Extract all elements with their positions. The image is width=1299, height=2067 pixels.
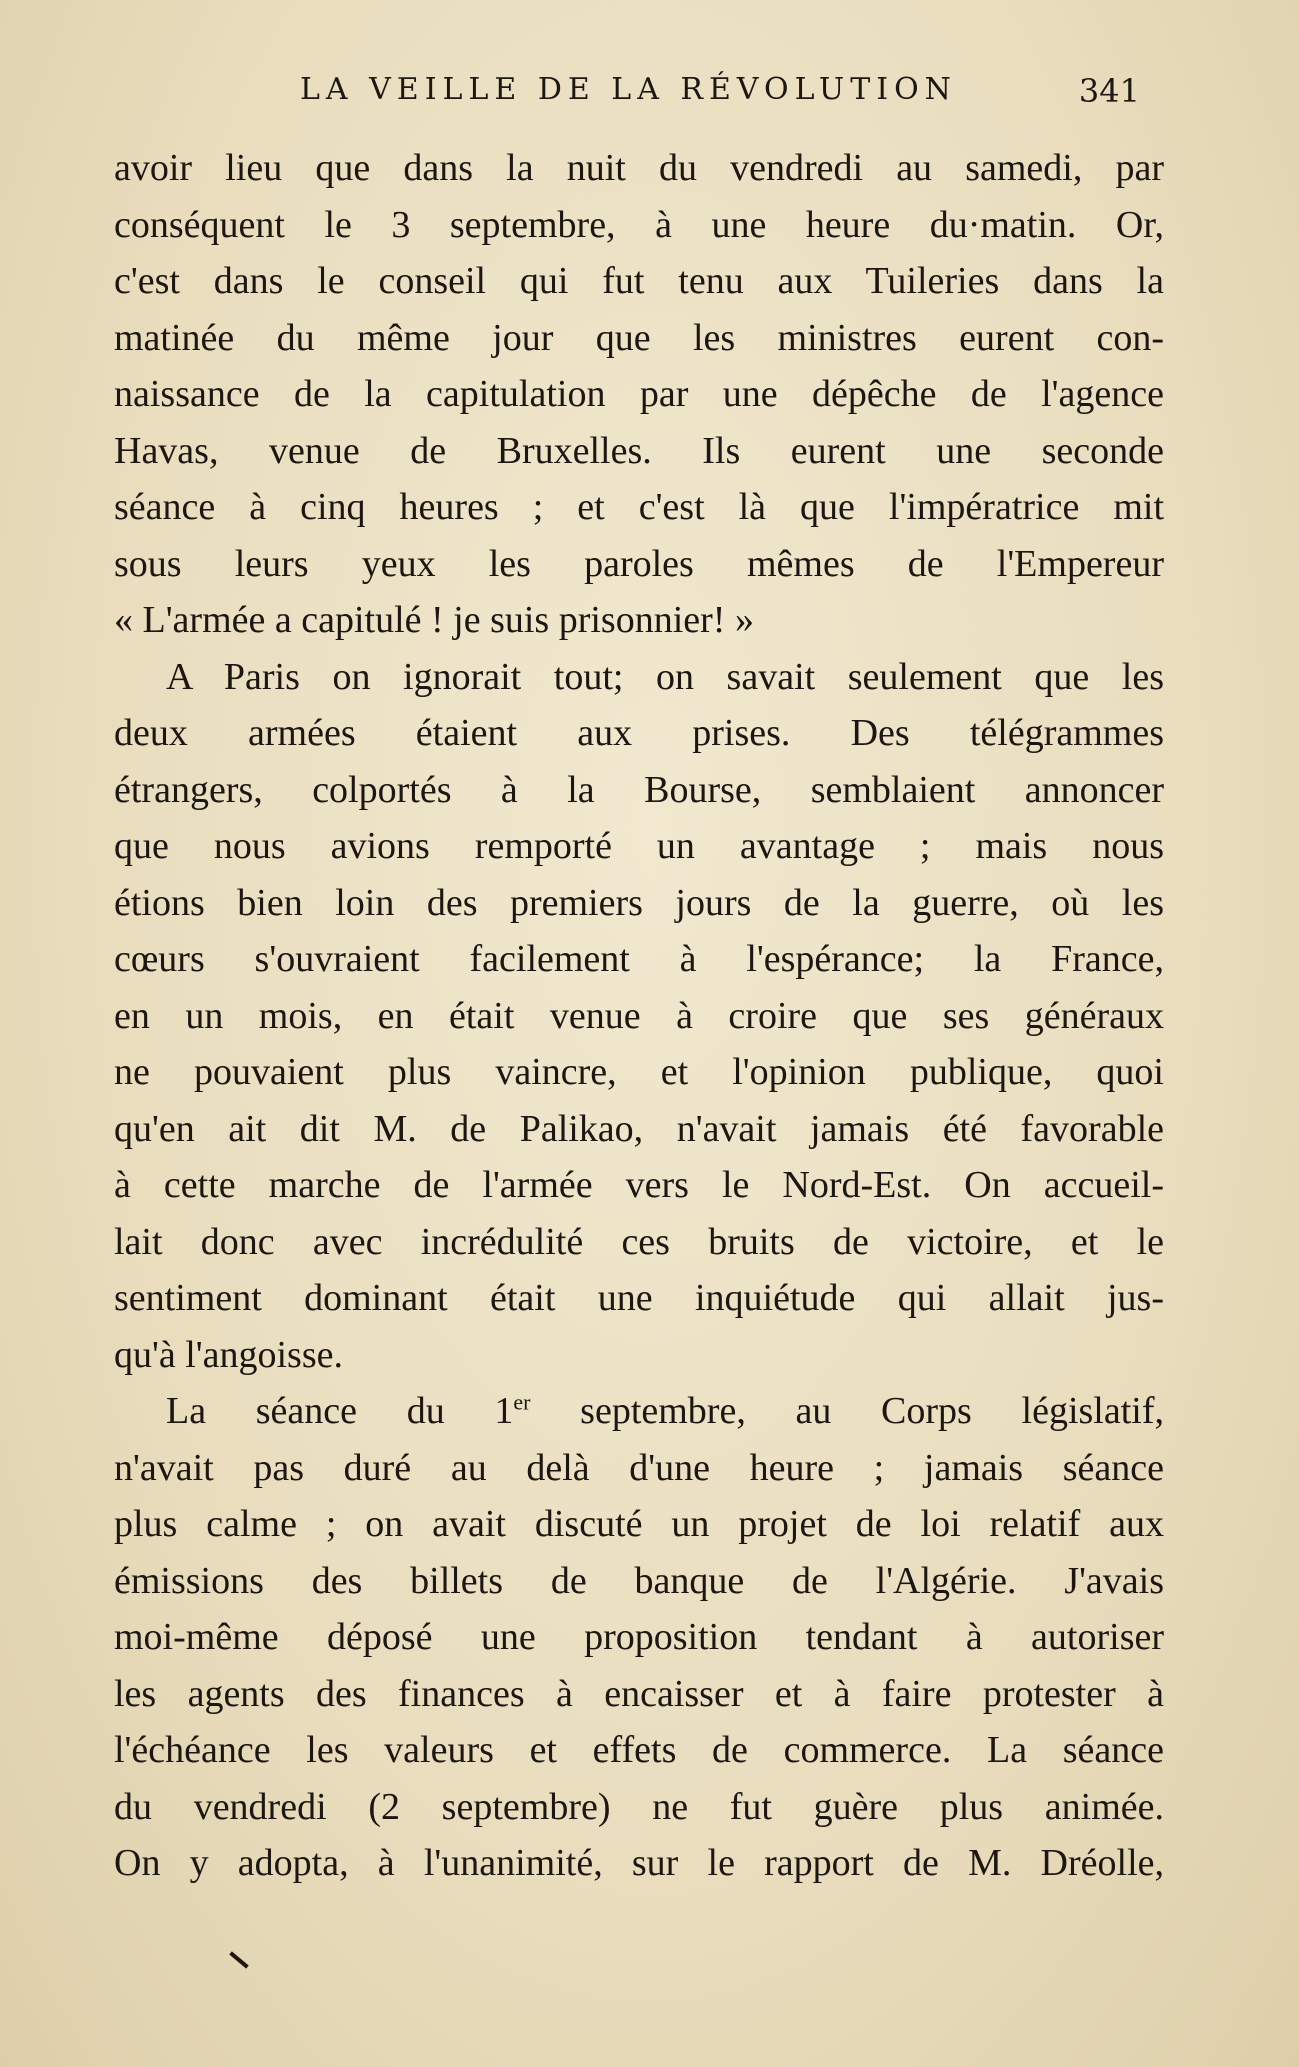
text-line: étions bien loin des premiers jours de la guerre, où les bbox=[114, 881, 1164, 924]
text-line: qu'en ait dit M. de Palikao, n'avait jamais été favorable bbox=[114, 1107, 1164, 1150]
text-line: moi-même déposé une proposition tendant à autoriser bbox=[114, 1616, 1164, 1658]
text-line: deux armées étaient aux prises. Des télégrammes bbox=[114, 712, 1164, 754]
page-number: 341 bbox=[1078, 72, 1140, 110]
text-line: A Paris on ignorait tout; on savait seulement que les bbox=[166, 655, 1164, 698]
running-title: LA VEILLE DE LA RÉVOLUTION bbox=[300, 72, 957, 107]
text-line: cœurs s'ouvraient facilement à l'espérance; la France, bbox=[114, 938, 1164, 980]
text-line: Havas, venue de Bruxelles. Ils eurent une seconde bbox=[114, 429, 1164, 472]
text-line: « L'armée a capitulé ! je suis prisonnier! » bbox=[114, 599, 754, 641]
text-line: étrangers, colportés à la Bourse, semblaient annoncer bbox=[114, 768, 1164, 811]
text-line: du vendredi (2 septembre) ne fut guère plus animée. bbox=[114, 1785, 1164, 1828]
text-line: qu'à l'angoisse. bbox=[114, 1333, 343, 1376]
seance-text-after: septembre, au Corps législatif, bbox=[530, 1390, 1164, 1432]
text-line: lait donc avec incrédulité ces bruits de victoire, et le bbox=[114, 1220, 1164, 1263]
text-line: que nous avions remporté un avantage ; mais nous bbox=[114, 825, 1164, 867]
text-line: émissions des billets de banque de l'Algérie. J'avais bbox=[114, 1559, 1164, 1602]
text-line: sous leurs yeux les paroles mêmes de l'Empereur bbox=[114, 542, 1164, 585]
printer-mark bbox=[229, 1951, 248, 1968]
text-line: ne pouvaient plus vaincre, et l'opinion publique, quoi bbox=[114, 1051, 1164, 1093]
text-line: les agents des finances à encaisser et à faire protester à bbox=[114, 1672, 1164, 1715]
text-line: à cette marche de l'armée vers le Nord-Est. On accueil- bbox=[114, 1164, 1164, 1206]
text-line: l'échéance les valeurs et effets de commerce. La séance bbox=[114, 1729, 1164, 1771]
text-line: plus calme ; on avait discuté un projet de loi relatif aux bbox=[114, 1503, 1164, 1545]
text-line: matinée du même jour que les ministres eurent con- bbox=[114, 316, 1164, 359]
text-line: naissance de la capitulation par une dépêche de l'agence bbox=[114, 373, 1164, 415]
body-text bbox=[114, 140, 1164, 1920]
text-line: séance à cinq heures ; et c'est là que l'impératrice mit bbox=[114, 486, 1164, 528]
text-line: conséquent le 3 septembre, à une heure du·matin. Or, bbox=[114, 203, 1164, 246]
text-line: en un mois, en était venue à croire que ses généraux bbox=[114, 994, 1164, 1037]
text-line: avoir lieu que dans la nuit du vendredi au samedi, par bbox=[114, 147, 1164, 189]
page-header bbox=[300, 72, 1140, 122]
text-line-seance bbox=[114, 1383, 1164, 1440]
text-line: On y adopta, à l'unanimité, sur le rapport de M. Dréolle, bbox=[114, 1842, 1164, 1884]
seance-text-before: La séance du 1 bbox=[166, 1390, 514, 1432]
text-line: c'est dans le conseil qui fut tenu aux Tuileries dans la bbox=[114, 260, 1164, 302]
text-line: sentiment dominant était une inquiétude qui allait jus- bbox=[114, 1277, 1164, 1319]
ordinal-superscript: er bbox=[513, 1389, 531, 1415]
text-line: n'avait pas duré au delà d'une heure ; jamais séance bbox=[114, 1446, 1164, 1489]
